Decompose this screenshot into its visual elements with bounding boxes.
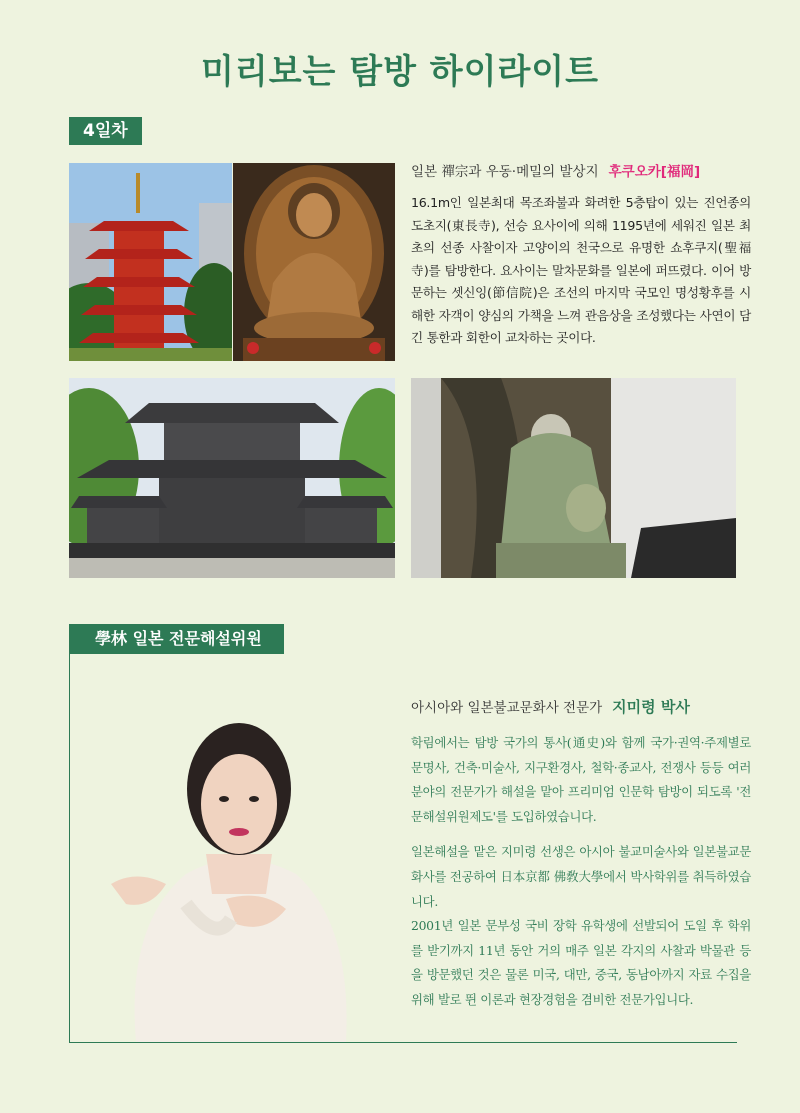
section-tag: 學林 일본 전문해설위원 <box>69 624 284 654</box>
intro-body: 16.1m인 일본최대 목조좌불과 화려한 5층탑이 있는 진언종의 도초지(東長寺), 선승 요사이에 의해 1195년에 세워진 일본 최초의 선종 사찰이자 고양이의 천국으로 유명한 쇼후쿠지(聖福寺)를 탐방한다. 요사이는 말차문화를 일본에 퍼뜨렸다. 이어 방문하는 셋신잉(節信院)은 조선의 마지막 국모인 명성황후를 시해한 자객이 양심의 가책을 느껴 관음상을 조성했다는 사연이 담긴 통한과 회한이 교차하는 곳이다. <box>411 195 751 345</box>
commentator-paragraph: 일본해설을 맡은 지미령 선생은 아시아 불교미술사와 일본불교문화사를 전공하여 日本京都 佛敎大學에서 박사학위를 취득하였습니다. <box>411 844 751 909</box>
intro-text <box>411 160 751 350</box>
commentator-paragraph: 2001년 일본 문부성 국비 장학 유학생에 선발되어 도일 후 학위를 받기까지 11년 동안 거의 매주 일본 각지의 사찰과 박물관 등을 방문했던 것은 물론 미국, 대만, 중국, 동남아까지 자료 수집을 위해 발로 뛴 이론과 현장경험을 겸비한 전문가입니다. <box>411 918 751 1007</box>
commentator-portrait <box>96 704 382 1042</box>
commentator-body <box>411 731 751 1013</box>
photo-temple-gate <box>69 378 395 578</box>
intro-heading <box>411 160 751 180</box>
intro-place: 후쿠오카[福岡] <box>608 164 701 180</box>
commentator-paragraph: 학림에서는 탐방 국가의 통사(通史)와 함께 국가·권역·주제별로 문명사, 건축·미술사, 지구환경사, 철학·종교사, 전쟁사 등등 여러 분야의 전문가가 해설을 맡아 프리미엄 인문학 탐방이 되도록 '전문해설위원제도'를 도입하였습니다. <box>411 735 751 824</box>
commentator-text <box>411 696 751 1024</box>
day-tag: 4일차 <box>69 117 142 145</box>
commentator-title: 아시아와 일본불교문화사 전문가 <box>411 700 603 716</box>
page-title: 미리보는 탐방 하이라이트 <box>201 52 599 92</box>
photo-buddha <box>233 163 395 361</box>
commentator-name: 지미령 박사 <box>612 698 690 716</box>
commentator-heading <box>411 696 751 717</box>
photo-kannon-statue <box>411 378 736 578</box>
intro-heading-text: 일본 禪宗과 우동·메밀의 발상지 <box>411 164 599 180</box>
photo-pagoda <box>69 163 232 361</box>
